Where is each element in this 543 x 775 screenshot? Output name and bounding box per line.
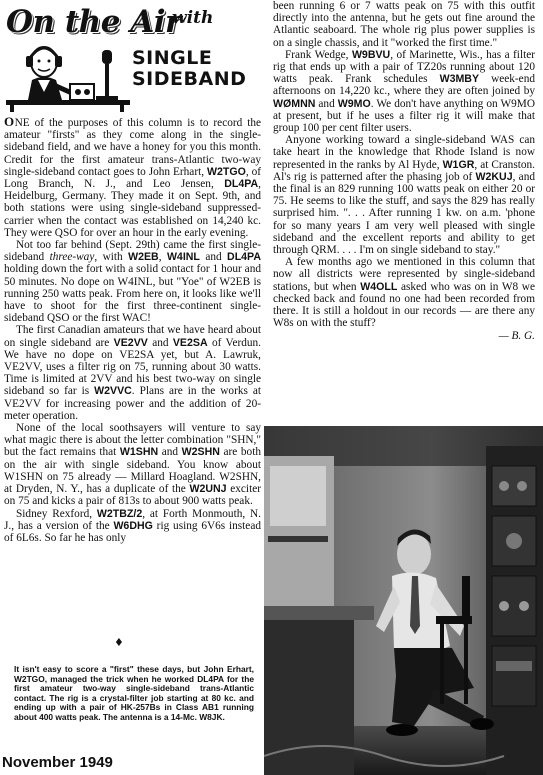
callsign: W2KUJ (475, 170, 513, 183)
paragraph: None of the local soothsayers will venture to say what magic there is about the letter combination "SHN," but the fact remains that W1SHN and W2SHN are both on the air with single sideband. You know about W1SHN on 75 already — Millard Hoagland. W2SHN, at Dryden, N. Y., has a duplicate of the W2UNJ exciter on 75 and kicks a pair of 813s to about 900 watts peak. (4, 422, 261, 508)
callsign: DL4PA (224, 178, 259, 191)
callsign: W2SHN (181, 446, 220, 459)
author-signature: — B. G. (498, 330, 535, 343)
callsign: W3MBY (439, 73, 480, 86)
operator-at-station-photo (264, 426, 543, 775)
column-header (4, 2, 259, 112)
callsign: W4INL (166, 251, 200, 264)
paragraph: A few months ago we mentioned in this column that now all districts were represented by single-sideband stations, but when W4OLL asked who was on in W8 we checked back and found no one had been recorded from there. It is still a holdout in our records — are there any W8s on with the stuff? (273, 256, 535, 330)
drop-cap: O (4, 114, 15, 129)
callsign: W9MO (337, 97, 371, 110)
callsign: W4OLL (360, 280, 398, 293)
header-title-with: with (172, 8, 214, 28)
paragraph: The first Canadian amateurs that we have heard about on single sideband are VE2VV and VE2SA of Verdun. We have no dope on VE2SA yet, but A. Lawruk, VE2VV, uses a filter rig on 75, running about 30 watts. Time is limited at 2VV and his best two-way on single sideband so far is W2VVC. Plans are in the works at VE2VV for increasing power and the addition of 20-meter operation. (4, 324, 261, 422)
callsign: W2TGO (206, 165, 246, 178)
callsign: DL4PA (227, 251, 261, 264)
paragraph: Anyone working toward a single-sideband WAS can take heart in the knowledge that Rhode Island is now represented in the ranks by Al Hyde, W1GR, at Cranston. Al's rig is patterned after the phasing job of W2KUJ, and the final is an 829 running 100 watts peak on either 20 or 75. He seems to like the stuff, and says the 829 has really surprised him. ". . . After running 1 kw. on a.m. 'phone for so many years I am very well pleased with single sideband and the excellent reports and ability to get through QRM. . . . I'm on single sideband to stay." (273, 134, 535, 257)
callsign: WØMNN (273, 97, 316, 110)
callsign: W2EB (128, 251, 159, 264)
callsign: W1SHN (119, 446, 159, 459)
paragraph: Sidney Rexford, W2TBZ/2, at Forth Monmouth, N. J., has a version of the W6DHG rig using 6V6s instead of 6L6s. So far he has only (4, 507, 262, 544)
photo-caption: It isn't easy to score a "first" these days, but John Erhart, W2TGO, managed the trick when he worked DL4PA for the first amateur two-way single-sideband trans-Atlantic contact. The rig is a crystal-filter job starting at 80 kc. and ending up with a pair of HK-257Bs in Class AB1 running about 400 watts peak. The antenna is a 14-Mc. W8JK. (14, 664, 254, 722)
paragraph: been running 6 or 7 watts peak on 75 with this outfit directly into the antenna, but he gets out fine around the Atlantic seaboard. The whole rig plus power supplies is on a single chassis, and it "worked the first time." (273, 0, 535, 49)
station-photo (264, 426, 543, 775)
header-title-sideband: SIDEBAND (132, 68, 247, 90)
paragraph: Frank Wedge, W9BVU, of Marinette, Wis., has a filter rig that ends up with a pair of TZ20s running about 120 watts peak. Frank schedules W3MBY week-end afternoons on 14,220 kc., where they are often joined by WØMNN and W9MO. We don't have anything on W9MO at present, but if he uses a filter rig it will make that group 100 per cent filter users. (273, 48, 535, 135)
operator-cartoon-illustration (4, 36, 134, 112)
callsign: W2TBZ/2 (96, 507, 143, 520)
header-title-single-sideband (132, 48, 262, 90)
header-title-on-the-air: On the Air (6, 4, 181, 40)
right-text-column (273, 0, 535, 343)
paragraph: Not too far behind (Sept. 29th) came the first single-sideband three-way, with W2EB, W4INL and DL4PA holding down the fort with a solid contact for 1 hour and 50 minutes. No dope on W4INL, but "Yoe" of W2EB is running 250 watts peak. From here on, it looks like we'll have to shoot for the first three-continent single-sideband QSO or the first WAC! (4, 239, 261, 325)
intro-paragraph: ONE of the purposes of this column is to record the amateur "firsts" as they come along in the single-sideband field, and we have a honey for you this month. Credit for the first amateur trans-Atlantic two-way single-sideband contact goes to John Erhart, W2TGO, of Long Branch, N. J., and Leo Jensen, DL4PA, Heidelburg, Germany. They made it on Sept. 9th, and both stations were using single-sideband suppressed-carrier when the contact was established on 14,240 kc. They were QSO for over an hour in the early evening. (4, 114, 261, 239)
callsign: W9BVU (351, 48, 391, 61)
left-text-column (4, 116, 261, 544)
diamond-divider-icon: ♦ (114, 636, 124, 649)
header-title-single: SINGLE (132, 47, 213, 69)
callsign: W2UNJ (189, 483, 227, 496)
callsign: VE2VV (113, 336, 148, 349)
callsign: W1GR (442, 158, 475, 171)
callsign: W6DHG (113, 519, 153, 532)
callsign: VE2SA (172, 336, 208, 349)
issue-date-footer: November 1949 (2, 754, 113, 771)
callsign: W2VVC (94, 385, 132, 398)
